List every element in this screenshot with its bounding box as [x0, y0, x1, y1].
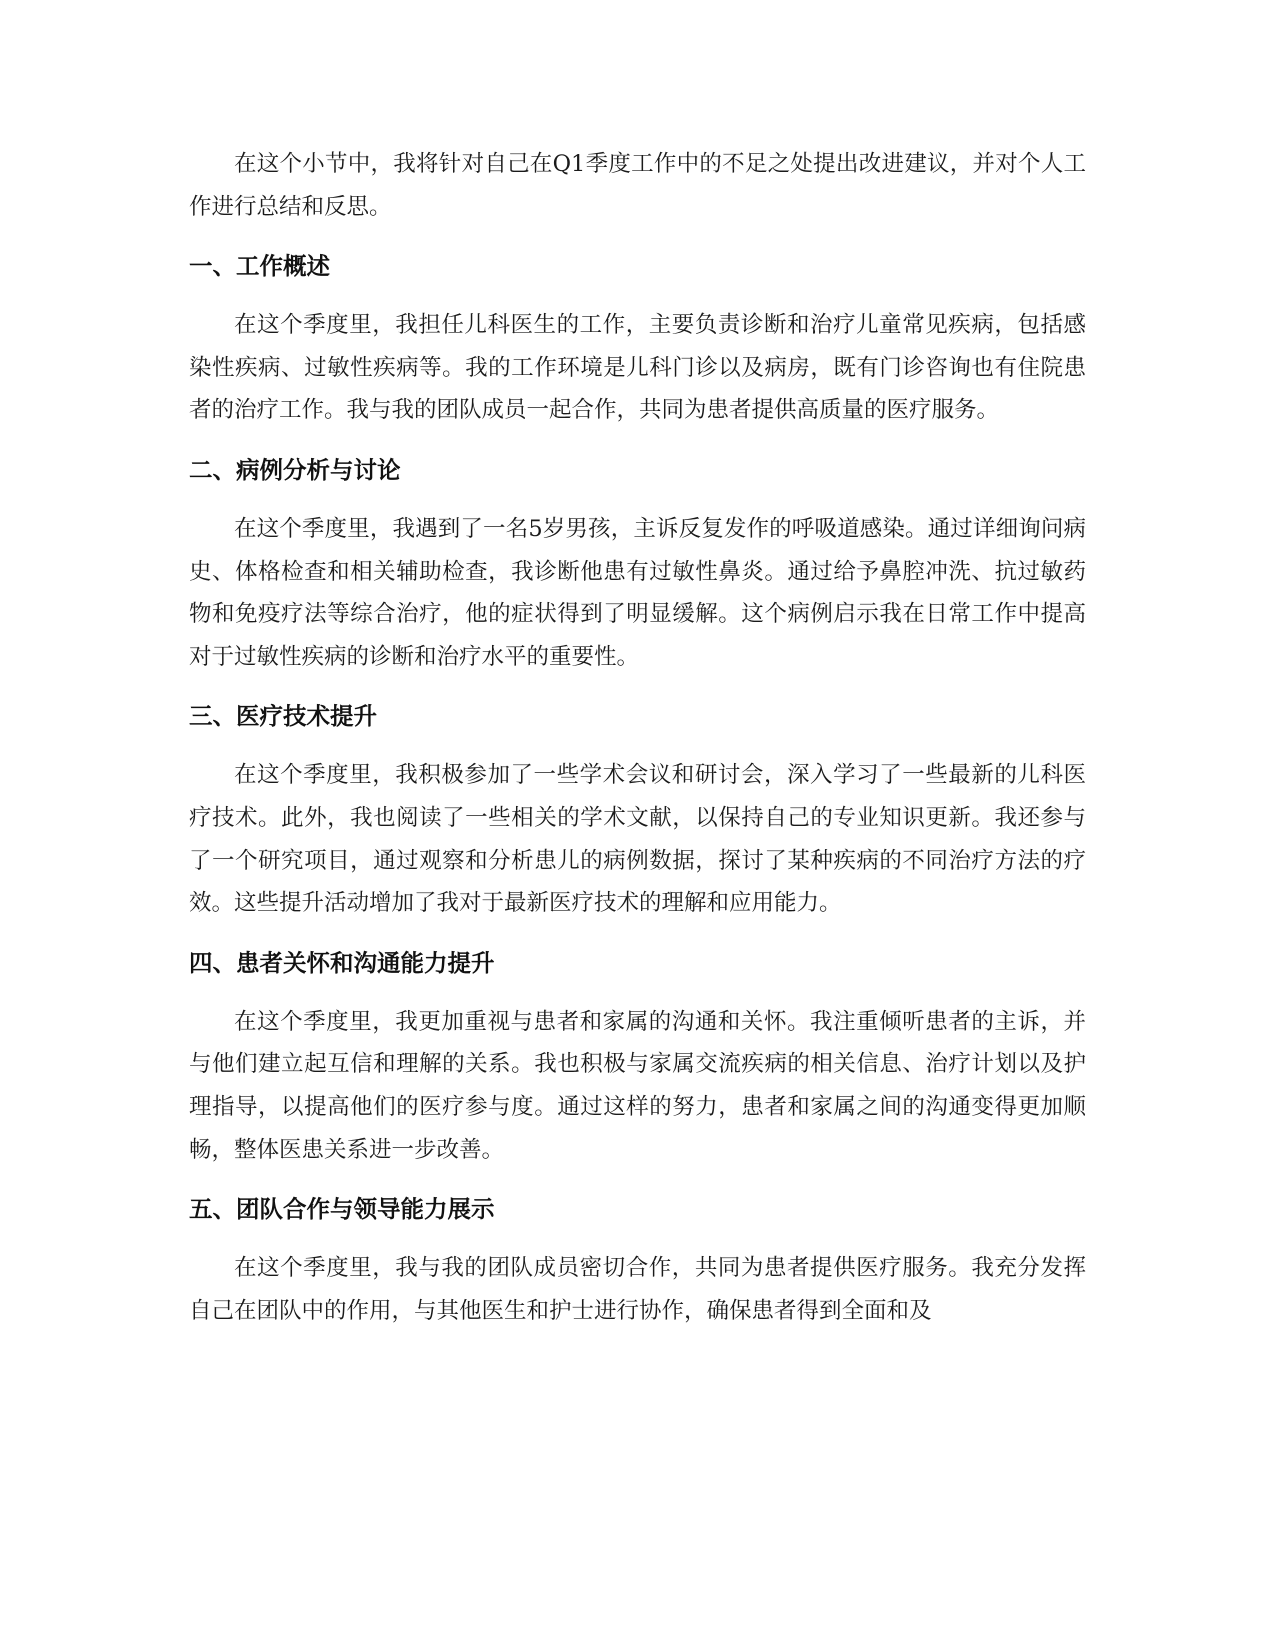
section-paragraph: 在这个季度里，我更加重视与患者和家属的沟通和关怀。我注重倾听患者的主诉，并与他们建立起互信和理解的关系。我也积极与家属交流疾病的相关信息、治疗计划以及护理指导，以提高他们的医疗参与度。通过这样的努力，患者和家属之间的沟通变得更加顺畅，整体医患关系进一步改善。 — [189, 1008, 1086, 1163]
section-heading: 三、医疗技术提升 — [189, 702, 377, 731]
section-paragraph: 在这个季度里，我与我的团队成员密切合作，共同为患者提供医疗服务。我充分发挥自己在团队中的作用，与其他医生和护士进行协作，确保患者得到全面和及 — [189, 1255, 1086, 1324]
document-body — [189, 143, 1086, 1332]
section-heading: 二、病例分析与讨论 — [189, 455, 401, 484]
section-heading: 一、工作概述 — [189, 252, 330, 281]
section-paragraph: 在这个季度里，我担任儿科医生的工作，主要负责诊断和治疗儿童常见疾病，包括感染性疾病、过敏性疾病等。我的工作环境是儿科门诊以及病房，既有门诊咨询也有住院患者的治疗工作。我与我的团队成员一起合作，共同为患者提供高质量的医疗服务。 — [189, 312, 1086, 424]
section-work-overview — [189, 248, 1086, 432]
section-case-analysis — [189, 452, 1086, 678]
section-medical-skills — [189, 698, 1086, 924]
intro-paragraph: 在这个小节中，我将针对自己在Q1季度工作中的不足之处提出改进建议，并对个人工作进行总结和反思。 — [189, 151, 1086, 220]
section-teamwork — [189, 1191, 1086, 1332]
section-paragraph: 在这个季度里，我积极参加了一些学术会议和研讨会，深入学习了一些最新的儿科医疗技术。此外，我也阅读了一些相关的学术文献，以保持自己的专业知识更新。我还参与了一个研究项目，通过观察和分析患儿的病例数据，探讨了某种疾病的不同治疗方法的疗效。这些提升活动增加了我对于最新医疗技术的理解和应用能力。 — [189, 762, 1086, 917]
section-paragraph: 在这个季度里，我遇到了一名5岁男孩，主诉反复发作的呼吸道感染。通过详细询问病史、体格检查和相关辅助检查，我诊断他患有过敏性鼻炎。通过给予鼻腔冲洗、抗过敏药物和免疫疗法等综合治疗，他的症状得到了明显缓解。这个病例启示我在日常工作中提高对于过敏性疾病的诊断和治疗水平的重要性。 — [189, 515, 1086, 670]
section-heading: 四、患者关怀和沟通能力提升 — [189, 948, 495, 977]
section-heading: 五、团队合作与领导能力展示 — [189, 1195, 495, 1224]
section-patient-care — [189, 945, 1086, 1171]
